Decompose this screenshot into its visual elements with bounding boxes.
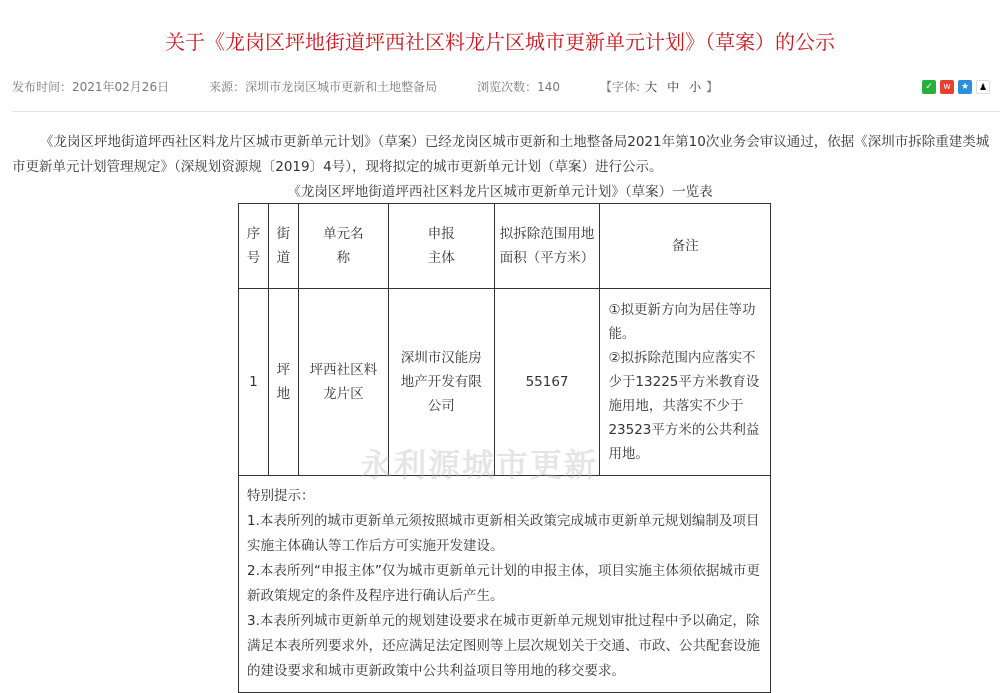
intro-paragraph: 《龙岗区坪地街道坪西社区料龙片区城市更新单元计划》（草案）已经龙岗区城市更新和土地整备局2021年第10次业务会审议通过，依据《深圳市拆除重建类城市更新单元计划管理规定》（深规划资源规〔2019〕4号），现将拟定的城市更新单元计划（草案）进行公示。 [12,134,990,175]
header-cell: 拟拆除范围用地面积（平方米） [494,204,600,289]
note-item: 3.本表所列城市更新单元的规划建设要求在城市更新单元规划审批过程中予以确定，除满足本表所列要求外，还应满足法定图则等上层次规划关于交通、市政、公共配套设施的建设要求和城市更新政策中公共利益项目等用地的移交要求。 [247,613,760,679]
header-cell: 街道 [268,204,298,289]
source: 来源：深圳市龙岗区城市更新和土地整备局 [209,80,438,94]
note-item: 1.本表所列的城市更新单元须按照城市更新相关政策完成城市更新单元规划编制及项目实施主体确认等工作后方可实施开发建设。 [247,513,760,554]
notes-cell [239,476,771,693]
header-cell: 序号 [239,204,269,289]
font-medium-button[interactable]: 中 [667,80,680,94]
font-size-label: 【字体: [600,80,641,94]
header-cell: 单元名称 [298,204,388,289]
remark-item: ①拟更新方向为居住等功能。 [608,302,756,342]
wechat-icon[interactable]: ✓ [922,80,936,94]
font-size-selector [600,78,718,95]
font-large-button[interactable]: 大 [645,80,658,94]
table-header-row [239,204,771,289]
publish-date: 发布时间：2021年02月26日 [12,80,170,94]
cell-applicant: 深圳市汉能房地产开发有限公司 [388,289,494,476]
page-title: 关于《龙岗区坪地街道坪西社区料龙片区城市更新单元计划》（草案）的公示 [165,30,835,54]
qzone-icon[interactable]: ★ [958,80,972,94]
font-size-end: 】 [706,80,719,94]
divider [12,111,1000,112]
cell-street: 坪地 [268,289,298,476]
table-caption: 《龙岗区坪地街道坪西社区料龙片区城市更新单元计划》（草案）一览表 [287,184,713,200]
remark-item: ②拟拆除范围内应落实不少于13225平方米教育设施用地，共落实不少于23523平方米的公共利益用地。 [608,350,760,462]
article-meta [12,78,758,95]
view-count: 浏览次数：140 [477,80,561,94]
notes-row [239,476,771,693]
cell-unit-name: 坪西社区料龙片区 [298,289,388,476]
cell-index: 1 [239,289,269,476]
qq-icon[interactable]: ♟ [976,80,990,94]
cell-remarks [600,289,771,476]
watermark: 永利源城市更新 [360,446,599,484]
share-bar [922,80,990,94]
header-cell: 备注 [600,204,771,289]
font-small-button[interactable]: 小 [689,80,702,94]
weibo-icon[interactable]: w [940,80,954,94]
notes-title: 特别提示： [247,488,315,504]
note-item: 2.本表所列“申报主体”仅为城市更新单元计划的申报主体，项目实施主体须依据城市更新政策规定的条件及程序进行确认后产生。 [247,563,760,604]
header-cell: 申报主体 [388,204,494,289]
cell-area: 55167 [494,289,600,476]
